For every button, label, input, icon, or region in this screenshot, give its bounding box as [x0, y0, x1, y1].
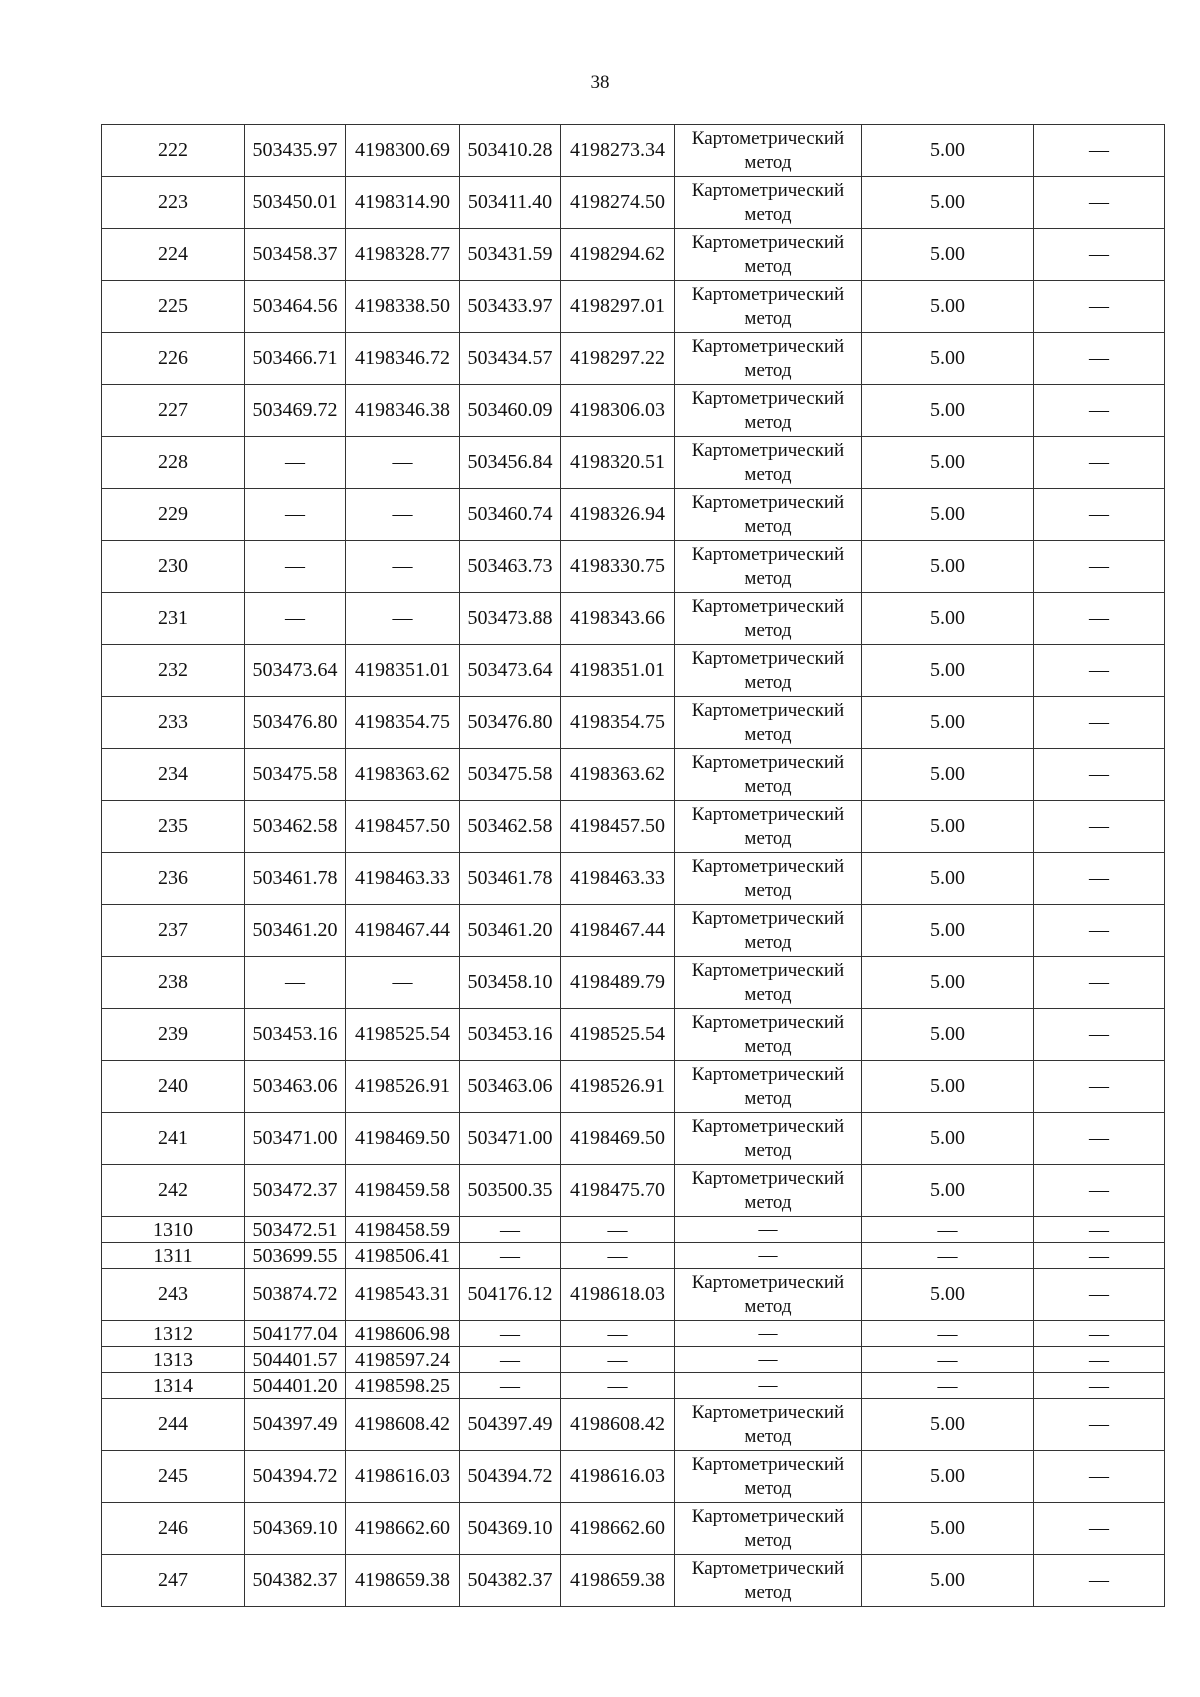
method-cell: —: [675, 1243, 862, 1269]
refined-y-cell: 4198326.94: [561, 489, 675, 541]
refined-y-cell: 4198659.38: [561, 1555, 675, 1607]
table-row: [102, 281, 1165, 333]
method-cell: Картометрический метод: [675, 1113, 862, 1165]
existing-x-cell: 503472.37: [245, 1165, 346, 1217]
point-number-cell: 1310: [102, 1217, 245, 1243]
table-row: [102, 333, 1165, 385]
method-cell: Картометрический метод: [675, 437, 862, 489]
table-row: [102, 1243, 1165, 1269]
point-number-cell: 246: [102, 1503, 245, 1555]
note-cell: —: [1034, 593, 1165, 645]
method-cell: —: [675, 1347, 862, 1373]
method-cell: Картометрический метод: [675, 1165, 862, 1217]
refined-x-cell: 503471.00: [460, 1113, 561, 1165]
refined-y-cell: —: [561, 1243, 675, 1269]
existing-y-cell: 4198457.50: [346, 801, 460, 853]
note-cell: —: [1034, 333, 1165, 385]
point-number-cell: 233: [102, 697, 245, 749]
accuracy-cell: 5.00: [862, 489, 1034, 541]
accuracy-cell: 5.00: [862, 749, 1034, 801]
existing-x-cell: 503461.20: [245, 905, 346, 957]
point-number-cell: 235: [102, 801, 245, 853]
existing-y-cell: 4198506.41: [346, 1243, 460, 1269]
accuracy-cell: 5.00: [862, 125, 1034, 177]
existing-y-cell: 4198543.31: [346, 1269, 460, 1321]
note-cell: —: [1034, 1269, 1165, 1321]
refined-y-cell: 4198363.62: [561, 749, 675, 801]
refined-x-cell: 503431.59: [460, 229, 561, 281]
point-number-cell: 239: [102, 1009, 245, 1061]
method-cell: —: [675, 1373, 862, 1399]
existing-x-cell: 504394.72: [245, 1451, 346, 1503]
note-cell: —: [1034, 229, 1165, 281]
existing-x-cell: —: [245, 489, 346, 541]
point-number-cell: 241: [102, 1113, 245, 1165]
existing-y-cell: —: [346, 593, 460, 645]
note-cell: —: [1034, 645, 1165, 697]
table-row: [102, 1373, 1165, 1399]
table-row: [102, 1399, 1165, 1451]
method-cell: Картометрический метод: [675, 905, 862, 957]
refined-y-cell: 4198306.03: [561, 385, 675, 437]
accuracy-cell: 5.00: [862, 905, 1034, 957]
note-cell: —: [1034, 1009, 1165, 1061]
existing-y-cell: 4198346.72: [346, 333, 460, 385]
accuracy-cell: 5.00: [862, 801, 1034, 853]
refined-y-cell: —: [561, 1373, 675, 1399]
note-cell: —: [1034, 1503, 1165, 1555]
table-row: [102, 1321, 1165, 1347]
existing-x-cell: 503458.37: [245, 229, 346, 281]
refined-y-cell: —: [561, 1217, 675, 1243]
point-number-cell: 1314: [102, 1373, 245, 1399]
existing-y-cell: 4198526.91: [346, 1061, 460, 1113]
note-cell: —: [1034, 385, 1165, 437]
method-cell: Картометрический метод: [675, 281, 862, 333]
method-cell: Картометрический метод: [675, 593, 862, 645]
accuracy-cell: 5.00: [862, 1113, 1034, 1165]
existing-x-cell: 504401.20: [245, 1373, 346, 1399]
point-number-cell: 232: [102, 645, 245, 697]
method-cell: —: [675, 1321, 862, 1347]
accuracy-cell: 5.00: [862, 229, 1034, 281]
refined-x-cell: 503476.80: [460, 697, 561, 749]
refined-x-cell: 503458.10: [460, 957, 561, 1009]
note-cell: —: [1034, 1165, 1165, 1217]
point-number-cell: 227: [102, 385, 245, 437]
existing-x-cell: 504382.37: [245, 1555, 346, 1607]
accuracy-cell: 5.00: [862, 645, 1034, 697]
existing-y-cell: 4198463.33: [346, 853, 460, 905]
refined-y-cell: —: [561, 1347, 675, 1373]
existing-y-cell: 4198608.42: [346, 1399, 460, 1451]
table-row: [102, 801, 1165, 853]
refined-y-cell: 4198457.50: [561, 801, 675, 853]
note-cell: —: [1034, 749, 1165, 801]
accuracy-cell: 5.00: [862, 437, 1034, 489]
refined-x-cell: 503411.40: [460, 177, 561, 229]
existing-x-cell: 503435.97: [245, 125, 346, 177]
note-cell: —: [1034, 281, 1165, 333]
refined-x-cell: 504176.12: [460, 1269, 561, 1321]
refined-y-cell: 4198489.79: [561, 957, 675, 1009]
table-row: [102, 1217, 1165, 1243]
existing-x-cell: 504177.04: [245, 1321, 346, 1347]
method-cell: Картометрический метод: [675, 853, 862, 905]
table-row: [102, 697, 1165, 749]
accuracy-cell: 5.00: [862, 1061, 1034, 1113]
accuracy-cell: —: [862, 1373, 1034, 1399]
table-row: [102, 1165, 1165, 1217]
point-number-cell: 224: [102, 229, 245, 281]
refined-y-cell: 4198297.22: [561, 333, 675, 385]
existing-y-cell: 4198300.69: [346, 125, 460, 177]
note-cell: —: [1034, 541, 1165, 593]
refined-x-cell: 503463.73: [460, 541, 561, 593]
refined-y-cell: 4198297.01: [561, 281, 675, 333]
refined-x-cell: 503453.16: [460, 1009, 561, 1061]
accuracy-cell: —: [862, 1243, 1034, 1269]
table-row: [102, 385, 1165, 437]
existing-x-cell: 503461.78: [245, 853, 346, 905]
method-cell: Картометрический метод: [675, 385, 862, 437]
existing-x-cell: 504401.57: [245, 1347, 346, 1373]
point-number-cell: 237: [102, 905, 245, 957]
refined-y-cell: 4198343.66: [561, 593, 675, 645]
accuracy-cell: 5.00: [862, 1269, 1034, 1321]
method-cell: Картометрический метод: [675, 1451, 862, 1503]
accuracy-cell: 5.00: [862, 333, 1034, 385]
existing-x-cell: 503450.01: [245, 177, 346, 229]
table-row: [102, 1451, 1165, 1503]
point-number-cell: 1311: [102, 1243, 245, 1269]
method-cell: —: [675, 1217, 862, 1243]
note-cell: —: [1034, 801, 1165, 853]
table-row: [102, 489, 1165, 541]
refined-x-cell: 503410.28: [460, 125, 561, 177]
accuracy-cell: 5.00: [862, 1399, 1034, 1451]
accuracy-cell: 5.00: [862, 1009, 1034, 1061]
method-cell: Картометрический метод: [675, 177, 862, 229]
note-cell: —: [1034, 1451, 1165, 1503]
refined-y-cell: 4198330.75: [561, 541, 675, 593]
refined-y-cell: 4198354.75: [561, 697, 675, 749]
existing-x-cell: —: [245, 437, 346, 489]
point-number-cell: 234: [102, 749, 245, 801]
page-number: 38: [590, 72, 610, 93]
method-cell: Картометрический метод: [675, 749, 862, 801]
note-cell: —: [1034, 853, 1165, 905]
refined-x-cell: —: [460, 1321, 561, 1347]
point-number-cell: 236: [102, 853, 245, 905]
existing-x-cell: 503462.58: [245, 801, 346, 853]
note-cell: —: [1034, 177, 1165, 229]
coordinates-table: [101, 124, 1165, 1607]
refined-x-cell: 503433.97: [460, 281, 561, 333]
refined-y-cell: 4198351.01: [561, 645, 675, 697]
existing-y-cell: —: [346, 489, 460, 541]
existing-y-cell: 4198598.25: [346, 1373, 460, 1399]
note-cell: —: [1034, 697, 1165, 749]
note-cell: —: [1034, 1555, 1165, 1607]
point-number-cell: 242: [102, 1165, 245, 1217]
point-number-cell: 238: [102, 957, 245, 1009]
accuracy-cell: —: [862, 1347, 1034, 1373]
accuracy-cell: 5.00: [862, 1451, 1034, 1503]
table-row: [102, 229, 1165, 281]
table-row: [102, 541, 1165, 593]
table-body: [102, 125, 1165, 1607]
existing-x-cell: 503469.72: [245, 385, 346, 437]
existing-y-cell: 4198467.44: [346, 905, 460, 957]
refined-y-cell: 4198274.50: [561, 177, 675, 229]
existing-x-cell: 503476.80: [245, 697, 346, 749]
existing-y-cell: 4198354.75: [346, 697, 460, 749]
existing-x-cell: 503466.71: [245, 333, 346, 385]
note-cell: —: [1034, 125, 1165, 177]
table-row: [102, 853, 1165, 905]
method-cell: Картометрический метод: [675, 125, 862, 177]
existing-y-cell: 4198469.50: [346, 1113, 460, 1165]
method-cell: Картометрический метод: [675, 1555, 862, 1607]
point-number-cell: 223: [102, 177, 245, 229]
refined-x-cell: 503475.58: [460, 749, 561, 801]
note-cell: —: [1034, 957, 1165, 1009]
note-cell: —: [1034, 1113, 1165, 1165]
point-number-cell: 231: [102, 593, 245, 645]
accuracy-cell: 5.00: [862, 541, 1034, 593]
point-number-cell: 230: [102, 541, 245, 593]
accuracy-cell: 5.00: [862, 1503, 1034, 1555]
refined-y-cell: 4198526.91: [561, 1061, 675, 1113]
existing-x-cell: —: [245, 593, 346, 645]
table-row: [102, 645, 1165, 697]
existing-y-cell: —: [346, 437, 460, 489]
refined-x-cell: 503460.74: [460, 489, 561, 541]
table-row: [102, 905, 1165, 957]
method-cell: Картометрический метод: [675, 1269, 862, 1321]
refined-x-cell: 503456.84: [460, 437, 561, 489]
refined-y-cell: 4198525.54: [561, 1009, 675, 1061]
refined-y-cell: 4198616.03: [561, 1451, 675, 1503]
refined-x-cell: 504382.37: [460, 1555, 561, 1607]
method-cell: Картометрический метод: [675, 697, 862, 749]
refined-y-cell: 4198463.33: [561, 853, 675, 905]
refined-y-cell: 4198294.62: [561, 229, 675, 281]
existing-y-cell: 4198338.50: [346, 281, 460, 333]
note-cell: —: [1034, 905, 1165, 957]
accuracy-cell: 5.00: [862, 1165, 1034, 1217]
existing-y-cell: 4198459.58: [346, 1165, 460, 1217]
note-cell: —: [1034, 1061, 1165, 1113]
refined-x-cell: —: [460, 1347, 561, 1373]
point-number-cell: 247: [102, 1555, 245, 1607]
existing-x-cell: 503472.51: [245, 1217, 346, 1243]
refined-x-cell: 503461.78: [460, 853, 561, 905]
refined-x-cell: —: [460, 1217, 561, 1243]
refined-x-cell: 503460.09: [460, 385, 561, 437]
accuracy-cell: 5.00: [862, 853, 1034, 905]
accuracy-cell: 5.00: [862, 177, 1034, 229]
method-cell: Картометрический метод: [675, 541, 862, 593]
table-row: [102, 1503, 1165, 1555]
refined-x-cell: —: [460, 1243, 561, 1269]
refined-x-cell: 503434.57: [460, 333, 561, 385]
method-cell: Картометрический метод: [675, 1399, 862, 1451]
refined-y-cell: 4198662.60: [561, 1503, 675, 1555]
accuracy-cell: 5.00: [862, 1555, 1034, 1607]
point-number-cell: 225: [102, 281, 245, 333]
existing-x-cell: 503464.56: [245, 281, 346, 333]
table-row: [102, 1555, 1165, 1607]
note-cell: —: [1034, 1321, 1165, 1347]
table-row: [102, 1113, 1165, 1165]
existing-x-cell: —: [245, 541, 346, 593]
note-cell: —: [1034, 1217, 1165, 1243]
table-row: [102, 437, 1165, 489]
existing-x-cell: 503453.16: [245, 1009, 346, 1061]
note-cell: —: [1034, 489, 1165, 541]
existing-y-cell: 4198606.98: [346, 1321, 460, 1347]
note-cell: —: [1034, 437, 1165, 489]
existing-y-cell: 4198351.01: [346, 645, 460, 697]
existing-y-cell: 4198346.38: [346, 385, 460, 437]
point-number-cell: 244: [102, 1399, 245, 1451]
point-number-cell: 1313: [102, 1347, 245, 1373]
accuracy-cell: 5.00: [862, 281, 1034, 333]
table-row: [102, 593, 1165, 645]
table-row: [102, 1269, 1165, 1321]
table-row: [102, 177, 1165, 229]
refined-x-cell: 504397.49: [460, 1399, 561, 1451]
refined-y-cell: 4198475.70: [561, 1165, 675, 1217]
existing-x-cell: 504369.10: [245, 1503, 346, 1555]
method-cell: Картометрический метод: [675, 1009, 862, 1061]
table-row: [102, 1009, 1165, 1061]
accuracy-cell: 5.00: [862, 957, 1034, 1009]
table-row: [102, 749, 1165, 801]
table-row: [102, 1061, 1165, 1113]
refined-x-cell: 504394.72: [460, 1451, 561, 1503]
refined-y-cell: 4198608.42: [561, 1399, 675, 1451]
existing-y-cell: 4198662.60: [346, 1503, 460, 1555]
point-number-cell: 226: [102, 333, 245, 385]
existing-y-cell: —: [346, 541, 460, 593]
note-cell: —: [1034, 1373, 1165, 1399]
refined-x-cell: 503473.88: [460, 593, 561, 645]
point-number-cell: 245: [102, 1451, 245, 1503]
refined-x-cell: 504369.10: [460, 1503, 561, 1555]
method-cell: Картометрический метод: [675, 645, 862, 697]
existing-x-cell: 503471.00: [245, 1113, 346, 1165]
existing-y-cell: 4198314.90: [346, 177, 460, 229]
existing-x-cell: 504397.49: [245, 1399, 346, 1451]
point-number-cell: 1312: [102, 1321, 245, 1347]
accuracy-cell: —: [862, 1321, 1034, 1347]
existing-y-cell: 4198363.62: [346, 749, 460, 801]
existing-y-cell: 4198597.24: [346, 1347, 460, 1373]
existing-x-cell: —: [245, 957, 346, 1009]
point-number-cell: 229: [102, 489, 245, 541]
existing-x-cell: 503473.64: [245, 645, 346, 697]
refined-x-cell: 503462.58: [460, 801, 561, 853]
point-number-cell: 228: [102, 437, 245, 489]
refined-y-cell: 4198273.34: [561, 125, 675, 177]
existing-x-cell: 503874.72: [245, 1269, 346, 1321]
existing-y-cell: 4198525.54: [346, 1009, 460, 1061]
refined-y-cell: —: [561, 1321, 675, 1347]
refined-x-cell: —: [460, 1373, 561, 1399]
table-row: [102, 125, 1165, 177]
existing-y-cell: 4198616.03: [346, 1451, 460, 1503]
method-cell: Картометрический метод: [675, 801, 862, 853]
refined-y-cell: 4198467.44: [561, 905, 675, 957]
accuracy-cell: 5.00: [862, 385, 1034, 437]
accuracy-cell: —: [862, 1217, 1034, 1243]
existing-y-cell: —: [346, 957, 460, 1009]
method-cell: Картометрический метод: [675, 229, 862, 281]
point-number-cell: 243: [102, 1269, 245, 1321]
method-cell: Картометрический метод: [675, 1503, 862, 1555]
note-cell: —: [1034, 1347, 1165, 1373]
note-cell: —: [1034, 1399, 1165, 1451]
existing-y-cell: 4198328.77: [346, 229, 460, 281]
existing-x-cell: 503699.55: [245, 1243, 346, 1269]
refined-x-cell: 503500.35: [460, 1165, 561, 1217]
method-cell: Картометрический метод: [675, 333, 862, 385]
point-number-cell: 240: [102, 1061, 245, 1113]
refined-y-cell: 4198618.03: [561, 1269, 675, 1321]
accuracy-cell: 5.00: [862, 593, 1034, 645]
method-cell: Картометрический метод: [675, 1061, 862, 1113]
method-cell: Картометрический метод: [675, 489, 862, 541]
refined-y-cell: 4198469.50: [561, 1113, 675, 1165]
refined-x-cell: 503461.20: [460, 905, 561, 957]
refined-x-cell: 503463.06: [460, 1061, 561, 1113]
point-number-cell: 222: [102, 125, 245, 177]
existing-x-cell: 503475.58: [245, 749, 346, 801]
table-row: [102, 1347, 1165, 1373]
existing-x-cell: 503463.06: [245, 1061, 346, 1113]
existing-y-cell: 4198458.59: [346, 1217, 460, 1243]
refined-y-cell: 4198320.51: [561, 437, 675, 489]
method-cell: Картометрический метод: [675, 957, 862, 1009]
table-row: [102, 957, 1165, 1009]
existing-y-cell: 4198659.38: [346, 1555, 460, 1607]
refined-x-cell: 503473.64: [460, 645, 561, 697]
note-cell: —: [1034, 1243, 1165, 1269]
accuracy-cell: 5.00: [862, 697, 1034, 749]
